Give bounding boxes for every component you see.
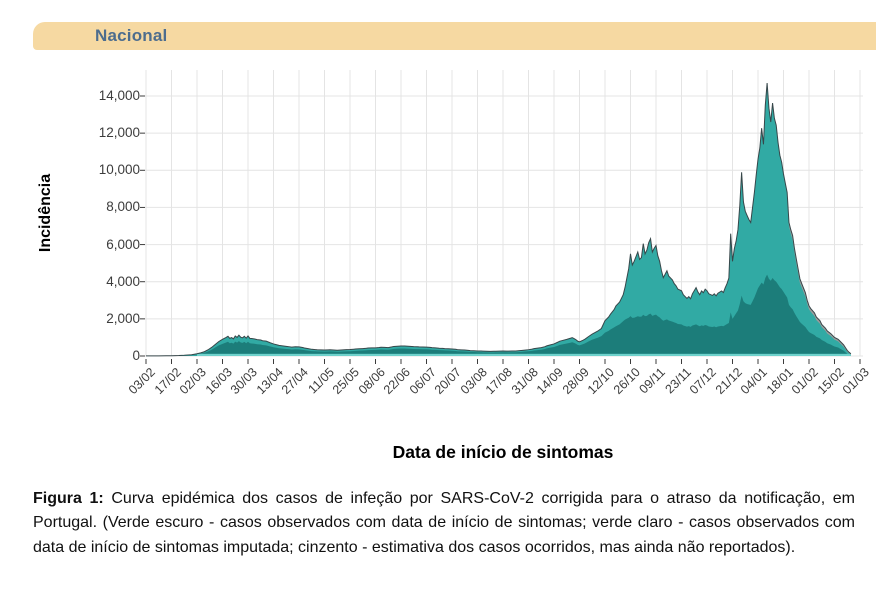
x-tick-label: 28/09 <box>559 365 592 398</box>
figure-caption-label: Figura 1: <box>33 490 104 507</box>
x-tick-label: 06/07 <box>406 365 439 398</box>
figure-caption-text: Curva epidémica dos casos de infeção por SARS-CoV-2 corrigida para o atraso da notificação, em Portugal. (Verde escuro - casos observados com data de início de sintomas; verde claro - casos observados com data de início de sintomas imputada; cinzento - estimativa dos casos ocorridos, mas ainda não reportados). <box>33 490 855 556</box>
x-tick-label: 17/08 <box>482 365 515 398</box>
section-title: Nacional <box>95 26 168 45</box>
y-tick-label: 8,000 <box>106 199 140 215</box>
x-tick-label: 27/04 <box>278 365 311 398</box>
x-tick-label: 25/05 <box>329 365 362 398</box>
y-tick-label: 6,000 <box>106 236 140 252</box>
y-tick-label: 2,000 <box>106 310 140 326</box>
x-tick-label: 16/03 <box>202 365 235 398</box>
x-tick-label: 08/06 <box>355 365 388 398</box>
x-tick-label: 09/11 <box>636 365 668 397</box>
x-tick-label: 20/07 <box>431 365 464 398</box>
x-tick-label: 11/05 <box>305 365 337 397</box>
x-tick-label: 31/08 <box>508 365 541 398</box>
x-tick-label: 04/01 <box>737 365 770 398</box>
y-tick-label: 12,000 <box>98 125 140 141</box>
x-tick-label: 13/04 <box>253 365 286 398</box>
x-tick-label: 12/10 <box>584 365 617 398</box>
x-tick-label: 26/10 <box>610 365 643 398</box>
x-tick-label: 03/02 <box>125 365 158 398</box>
x-tick-label: 07/12 <box>686 365 719 398</box>
x-tick-label: 02/03 <box>176 365 209 398</box>
x-tick-label: 21/12 <box>712 365 745 398</box>
epidemic-curve-chart <box>0 52 876 472</box>
x-tick-label: 01/03 <box>839 365 872 398</box>
y-tick-label: 0 <box>132 348 140 363</box>
x-tick-label: 23/11 <box>662 365 694 397</box>
x-axis-title: Data de início de sintomas <box>392 442 614 462</box>
x-tick-label: 17/02 <box>151 365 184 398</box>
x-tick-label: 15/02 <box>814 365 847 398</box>
x-tick-label: 30/03 <box>227 365 260 398</box>
y-tick-label: 10,000 <box>98 162 140 178</box>
x-tick-label: 01/02 <box>788 365 821 398</box>
x-tick-label: 03/08 <box>457 365 490 398</box>
section-banner <box>33 22 876 50</box>
x-tick-label: 14/09 <box>533 365 566 398</box>
figure-caption <box>33 487 855 560</box>
y-tick-label: 14,000 <box>98 88 140 103</box>
x-tick-label: 22/06 <box>380 365 413 398</box>
y-tick-label: 4,000 <box>106 273 140 289</box>
y-axis-title: Incidência <box>37 173 54 253</box>
x-tick-label: 18/01 <box>763 365 796 398</box>
